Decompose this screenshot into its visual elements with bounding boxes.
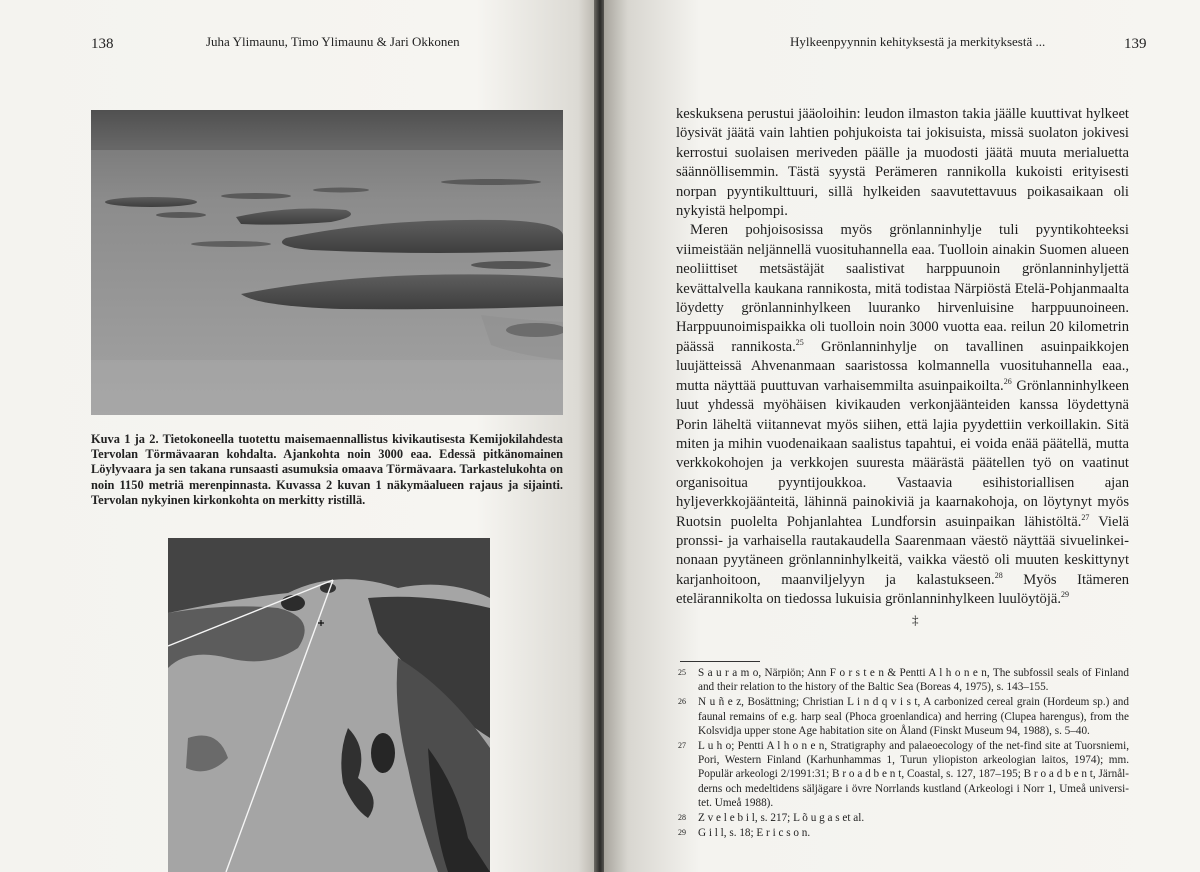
text-run: Grönlanninhylje on tavallinen asuinpaikkojen luujätteissä Ahvenanmaan saaristossa kolmannella vuosituhannella eaa., mutta näyttää puuttuvan varhaisemmilta asuinpaikoilta. (676, 338, 1129, 394)
landscape-reconstruction-image (91, 110, 563, 415)
text-run: keskuksena perustui jääoloihin: leudon ilmaston takia jäälle kuuttivat hylkeet löysivät jäätä vain lahtien pohjukoista tai jokisuista, missä suolaton jokivesi kerrostui suolaisen meriveden päälle ja muodosti jäätä muuta merialuetta säännöllisemmin. Tästä syystä Perämeren rannikolla kukoisti erityisesti norpan pyyntikulttuuri, sillä hylkeiden saavutettavuus poikasaikaan oli nykyistä helpompi. (676, 106, 1129, 220)
footnote-text: N u ñ e z, Bosättning; Christian L i n d q v i s t, A carbonized cereal grain (Hordeum sp.) and faunal remains of e.g. harp seal (Phoca groenlandica) and herring (Clupea harengus), from the Kolsvidja upper stone Age habitation site on Åland (Finskt Museum 94, 1988), s. 5–40. (698, 696, 1129, 737)
body-text (676, 105, 1129, 610)
text-run: Grönlanninhylkeen luut yhdessä myöhäisen kivikauden verkonjäänteiden kanssa löydettynä Porin läheltä viitannevat myös siihen, että lajia pyydettiin verkoillakin. Sitä miten ja mihin vuodenaikaan saalistus tapahtui, ei voida enää päätellä, mutta verkkokohojen ja verkkojen suuresta määrästä päätellen työ on vaatinut organisoitua pyyntijoukkoa. Vastaavia esihistoriallisen ajan hyljeverkkojäänteitä, lähinnä painokiviä ja kaarnakohoja, on löytynyt myös Ruotsin puolelta Pohjanlahtea Lundforsin asuinpaikan lähistöltä. (676, 377, 1129, 530)
paragraph (676, 105, 1129, 221)
text-run: Meren pohjoisosissa myös grönlanninhylje tuli pyyntikohteeksi viimeistään neljännellä vuosituhannella eaa. Tuolloin ainakin Suomen alueen neoliittiset metsästäjät saalistivat harppuunoin grönlanninhyljettä kevättalvella kaukana rannikosta, mitä todistaa Närpiöstä Etelä-Pohjanmaalta löydetty grönlanninhylkeen luuranko hirvenluisine harppuunoineen. Harppuunoimispaikka oli tuolloin noin 3000 vuotta eaa. reilun 20 kilometrin päässä rannikosta. (676, 222, 1129, 355)
footnote-text: L u h o; Pentti A l h o n e n, Stratigraphy and palaeoecology of the net-find site at Tuorsniemi, Pori, Western Finland (Karhunhammas 1, Turun yliopiston arkeologian laitos, 1974); mm. Populär arkeologi 2/1991:31; B r o a d b e n t, Coastal, s. 127, 187–195; B r o a d b e n t, Järnålderns och medeltidens säljägare i övre Norrlands kustland (Arkeologi i Norr 1, Umeå universitet. Umeå 1988). (698, 740, 1129, 809)
footnote-ref: 28 (994, 570, 1003, 580)
left-page (0, 0, 596, 872)
figure-caption: Kuva 1 ja 2. Tietokoneella tuotettu maisemaennallistus kivikautisesta Kemijokilahdesta Tervolan Törmävaaran kohdalta. Ajankohta noin 3000 eaa. Edessä pitkänomainen Löylyvaara ja sen takana runsaasti asumuksia omaava Törmävaara. Tarkastelukohta on noin 1150 metriä merenpinnasta. Kuvassa 2 kuvan 1 näkymäalueen rajaus ja sijainti. Tervolan nykyinen kirkonkohta on merkitty ristillä. (91, 432, 563, 507)
footnote (676, 666, 1129, 694)
footnote-ref: 26 (1003, 376, 1012, 386)
text-run: Vielä pronssi- ja varhaisella rautakaudella Saarenmaan väestö näyttää sivuelinkeinonaan pyytäneen grönlanninhylkeitä, vaikka väestö oli muuten keskittynyt karjanhoitoon, maanviljelyyn ja kalastukseen. (676, 513, 1129, 588)
footnote-ref: 25 (795, 338, 804, 348)
footnote-text: Z v e l e b i l, s. 217; L õ u g a s et al. (698, 812, 865, 825)
footnote (676, 739, 1129, 810)
running-head: Juha Ylimaunu, Timo Ylimaunu & Jari Okkonen (206, 34, 460, 49)
page-number: 139 (1124, 36, 1147, 52)
footnote-rule (680, 661, 760, 662)
footnote-number: 25 (678, 668, 686, 677)
footnote-number: 27 (678, 741, 686, 751)
footnote (676, 826, 1129, 840)
footnote-ref: 27 (1081, 512, 1090, 522)
paragraph (676, 221, 1129, 609)
footnote-ref: 29 (1061, 590, 1070, 600)
footnote-text: S a u r a m o, Närpiön; Ann F o r s t e n & Pentti A l h o n e n, The subfossil seals of Finland and their relation to the history of the Baltic Sea (Boreas 4, 1975), s. 143–155. (698, 667, 1129, 694)
viewshed-map-image (168, 538, 490, 872)
running-head: Hylkeenpyynnin kehityksestä ja merkityksestä ... (790, 34, 1046, 49)
footnote (676, 695, 1129, 738)
footnote (676, 811, 1129, 825)
page-number: 138 (91, 36, 114, 52)
stray-mark: ‡ (912, 612, 919, 627)
footnote-text: G i l l, s. 18; E r i c s o n. (698, 827, 811, 840)
footnotes (676, 666, 1129, 841)
footnote-number: 26 (678, 697, 686, 707)
footnote-number: 29 (678, 828, 686, 838)
footnote-number: 28 (678, 813, 686, 823)
text-run: Myös Itämeren etelärannikolta on tiedossa lukuisia grönlanninhylkeen luulöytöjä. (676, 571, 1130, 608)
